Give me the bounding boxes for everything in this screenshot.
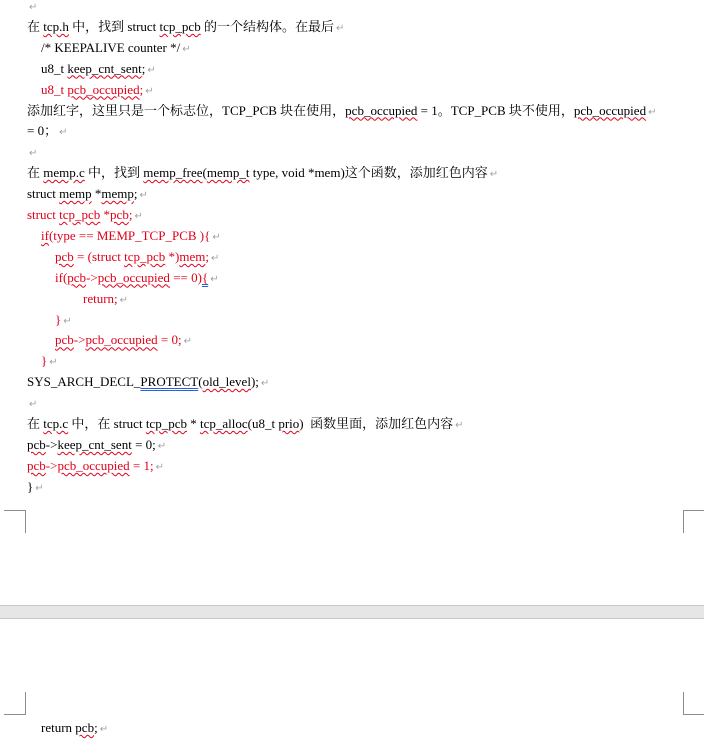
text-run: old_level bbox=[202, 374, 251, 390]
text-run: tcp_alloc bbox=[199, 416, 248, 431]
text-run: = 0; bbox=[157, 332, 182, 348]
text-run: tcp.c bbox=[43, 416, 69, 431]
text-line[interactable] bbox=[55, 246, 219, 267]
text-run: pcb bbox=[55, 332, 74, 348]
text-run: = 0； bbox=[27, 123, 58, 139]
text-run: memp_free bbox=[143, 165, 203, 181]
text-run: if( bbox=[55, 269, 68, 285]
text-run: 中，找到 struct bbox=[68, 18, 160, 34]
paragraph-mark-icon: ↵ bbox=[35, 482, 44, 494]
text-line[interactable] bbox=[27, 371, 269, 392]
paragraph-mark-icon: ↵ bbox=[182, 43, 191, 55]
text-run: if bbox=[41, 227, 49, 243]
text-run: /* KEEPALIVE counter */ bbox=[41, 39, 181, 55]
document-page-2[interactable] bbox=[0, 619, 704, 744]
text-run: (type == MEMP_TCP_PCB ){ bbox=[48, 227, 211, 243]
text-run: ( bbox=[202, 165, 207, 181]
text-run: ; bbox=[128, 207, 133, 222]
paragraph-mark-icon: ↵ bbox=[648, 106, 657, 118]
paragraph-mark-icon: ↵ bbox=[99, 724, 109, 735]
text-run: 在 bbox=[27, 165, 44, 181]
margin-crop-mark-bottom-right bbox=[683, 692, 704, 715]
text-run: pcb_occupied bbox=[67, 81, 140, 97]
text-run: pcb bbox=[27, 436, 46, 452]
text-run: u8_t bbox=[41, 81, 68, 97]
text-run: } bbox=[55, 311, 62, 327]
text-run: -> bbox=[45, 457, 58, 473]
paragraph-mark-icon: ↵ bbox=[59, 127, 68, 139]
text-run: ; bbox=[94, 720, 98, 735]
text-run: struct bbox=[27, 186, 60, 202]
text-run: u8_t bbox=[41, 60, 68, 76]
paragraph-mark-icon: ↵ bbox=[157, 440, 167, 452]
text-run: pcb_occupied bbox=[57, 457, 130, 473]
text-run: tcp_pcb bbox=[59, 207, 101, 222]
text-line[interactable] bbox=[41, 37, 191, 58]
text-run: ( bbox=[198, 374, 203, 390]
text-line[interactable] bbox=[27, 204, 143, 225]
text-run: pcb_occupied bbox=[85, 332, 158, 348]
text-line[interactable] bbox=[27, 120, 67, 141]
text-run: = 0; bbox=[131, 436, 156, 452]
text-run: mem bbox=[179, 248, 206, 264]
text-run: keep_cnt_sent bbox=[57, 436, 132, 452]
margin-crop-mark-top-right bbox=[683, 510, 704, 533]
paragraph-mark-icon: ↵ bbox=[212, 231, 221, 243]
text-run: memp_t bbox=[206, 165, 250, 181]
text-run: 在 bbox=[27, 416, 44, 431]
paragraph-mark-icon: ↵ bbox=[155, 461, 164, 473]
text-line[interactable] bbox=[41, 58, 156, 79]
text-line[interactable] bbox=[55, 267, 219, 288]
text-run: -> bbox=[73, 332, 86, 348]
text-run: ; bbox=[133, 186, 138, 202]
text-line[interactable] bbox=[27, 0, 37, 16]
paragraph-mark-icon: ↵ bbox=[119, 294, 129, 306]
text-run: pcb bbox=[27, 457, 46, 473]
text-line[interactable] bbox=[83, 288, 128, 309]
text-run: struct bbox=[27, 207, 60, 222]
paragraph-mark-icon: ↵ bbox=[335, 22, 345, 34]
page-gap bbox=[0, 605, 704, 619]
text-run: { bbox=[201, 269, 209, 285]
text-run: * bbox=[100, 207, 111, 222]
text-line[interactable] bbox=[27, 100, 656, 121]
text-run: == 0) bbox=[169, 269, 202, 285]
text-run: ; bbox=[141, 60, 146, 76]
text-run: *) bbox=[165, 248, 180, 264]
text-run: 中，找到 bbox=[84, 165, 144, 181]
text-run: 中，在 struct bbox=[68, 416, 146, 431]
text-run: } bbox=[41, 353, 48, 369]
text-line[interactable] bbox=[41, 79, 154, 100]
text-run: -> bbox=[45, 436, 58, 452]
paragraph-mark-icon: ↵ bbox=[134, 211, 143, 222]
text-run: tcp_pcb bbox=[159, 18, 201, 34]
paragraph-mark-icon: ↵ bbox=[139, 190, 148, 202]
text-run: tcp_pcb bbox=[145, 416, 187, 431]
text-run: ; bbox=[139, 81, 144, 97]
text-run: * bbox=[91, 186, 102, 202]
text-line[interactable] bbox=[27, 434, 166, 455]
text-line[interactable] bbox=[27, 183, 148, 204]
paragraph-mark-icon: ↵ bbox=[183, 336, 192, 348]
text-line[interactable] bbox=[27, 476, 44, 497]
paragraph-mark-icon: ↵ bbox=[63, 315, 72, 327]
text-line[interactable] bbox=[27, 16, 344, 37]
paragraph-mark-icon: ↵ bbox=[29, 148, 38, 160]
text-run: pcb bbox=[67, 269, 87, 285]
text-run: PROTECT bbox=[140, 374, 199, 390]
paragraph-mark-icon: ↵ bbox=[210, 252, 220, 264]
text-line[interactable] bbox=[27, 413, 464, 434]
text-run: 添加红字，这里只是一个标志位，TCP_PCB 块在使用， bbox=[27, 102, 346, 118]
text-run: } bbox=[27, 478, 34, 494]
text-run: keep_cnt_sent bbox=[67, 60, 142, 76]
paragraph-mark-icon: ↵ bbox=[147, 64, 156, 76]
text-run: (u8_t bbox=[247, 416, 279, 431]
text-run: = 1。TCP_PCB 块不使用， bbox=[417, 102, 574, 118]
text-run: ; bbox=[205, 248, 209, 264]
text-run: pcb_occupied bbox=[97, 269, 170, 285]
text-run: return bbox=[41, 720, 76, 735]
paragraph-mark-icon: ↵ bbox=[210, 273, 219, 285]
text-run: = 1; bbox=[129, 457, 154, 473]
paragraph-mark-icon: ↵ bbox=[29, 399, 38, 411]
text-line[interactable] bbox=[41, 225, 221, 246]
text-line[interactable] bbox=[41, 350, 58, 371]
text-line[interactable] bbox=[27, 392, 37, 413]
paragraph-mark-icon: ↵ bbox=[145, 85, 154, 97]
paragraph-mark-icon: ↵ bbox=[29, 2, 38, 13]
paragraph-mark-icon: ↵ bbox=[49, 357, 58, 369]
paragraph-mark-icon: ↵ bbox=[260, 378, 270, 390]
text-run: pcb bbox=[75, 720, 95, 735]
margin-crop-mark-bottom-left bbox=[4, 692, 26, 715]
text-run: type, void *mem)这个函数，添加红色内容 bbox=[249, 165, 488, 181]
margin-crop-mark-top-left bbox=[4, 510, 26, 533]
text-run: * bbox=[186, 416, 200, 431]
text-line[interactable] bbox=[27, 141, 37, 162]
text-run: memp bbox=[59, 186, 92, 202]
paragraph-mark-icon: ↵ bbox=[489, 169, 499, 181]
text-run: tcp.h bbox=[43, 18, 69, 34]
text-run: SYS_ARCH_DECL_ bbox=[27, 374, 141, 390]
text-run: pcb_occupied bbox=[345, 102, 418, 118]
text-run: 在 bbox=[27, 18, 44, 34]
text-run: ) 函数里面，添加红色内容 bbox=[299, 416, 454, 431]
text-run: return; bbox=[83, 290, 118, 306]
text-run: pcb bbox=[110, 207, 129, 222]
text-run: prio bbox=[278, 416, 300, 431]
text-line[interactable] bbox=[55, 329, 192, 350]
text-run: ); bbox=[250, 374, 259, 390]
text-line[interactable] bbox=[55, 309, 72, 330]
paragraph-mark-icon: ↵ bbox=[455, 420, 464, 431]
text-run: pcb_occupied bbox=[573, 102, 647, 118]
text-line[interactable] bbox=[41, 717, 108, 738]
text-run: pcb bbox=[55, 248, 74, 264]
text-run: memp.c bbox=[43, 165, 85, 181]
text-run: -> bbox=[86, 269, 98, 285]
text-run: memp bbox=[101, 186, 134, 202]
text-run: tcp_pcb bbox=[124, 248, 166, 264]
text-run: = (struct bbox=[73, 248, 125, 264]
text-line[interactable] bbox=[27, 455, 164, 476]
text-run: 的一个结构体。在最后 bbox=[200, 18, 334, 34]
text-line[interactable] bbox=[27, 162, 498, 183]
